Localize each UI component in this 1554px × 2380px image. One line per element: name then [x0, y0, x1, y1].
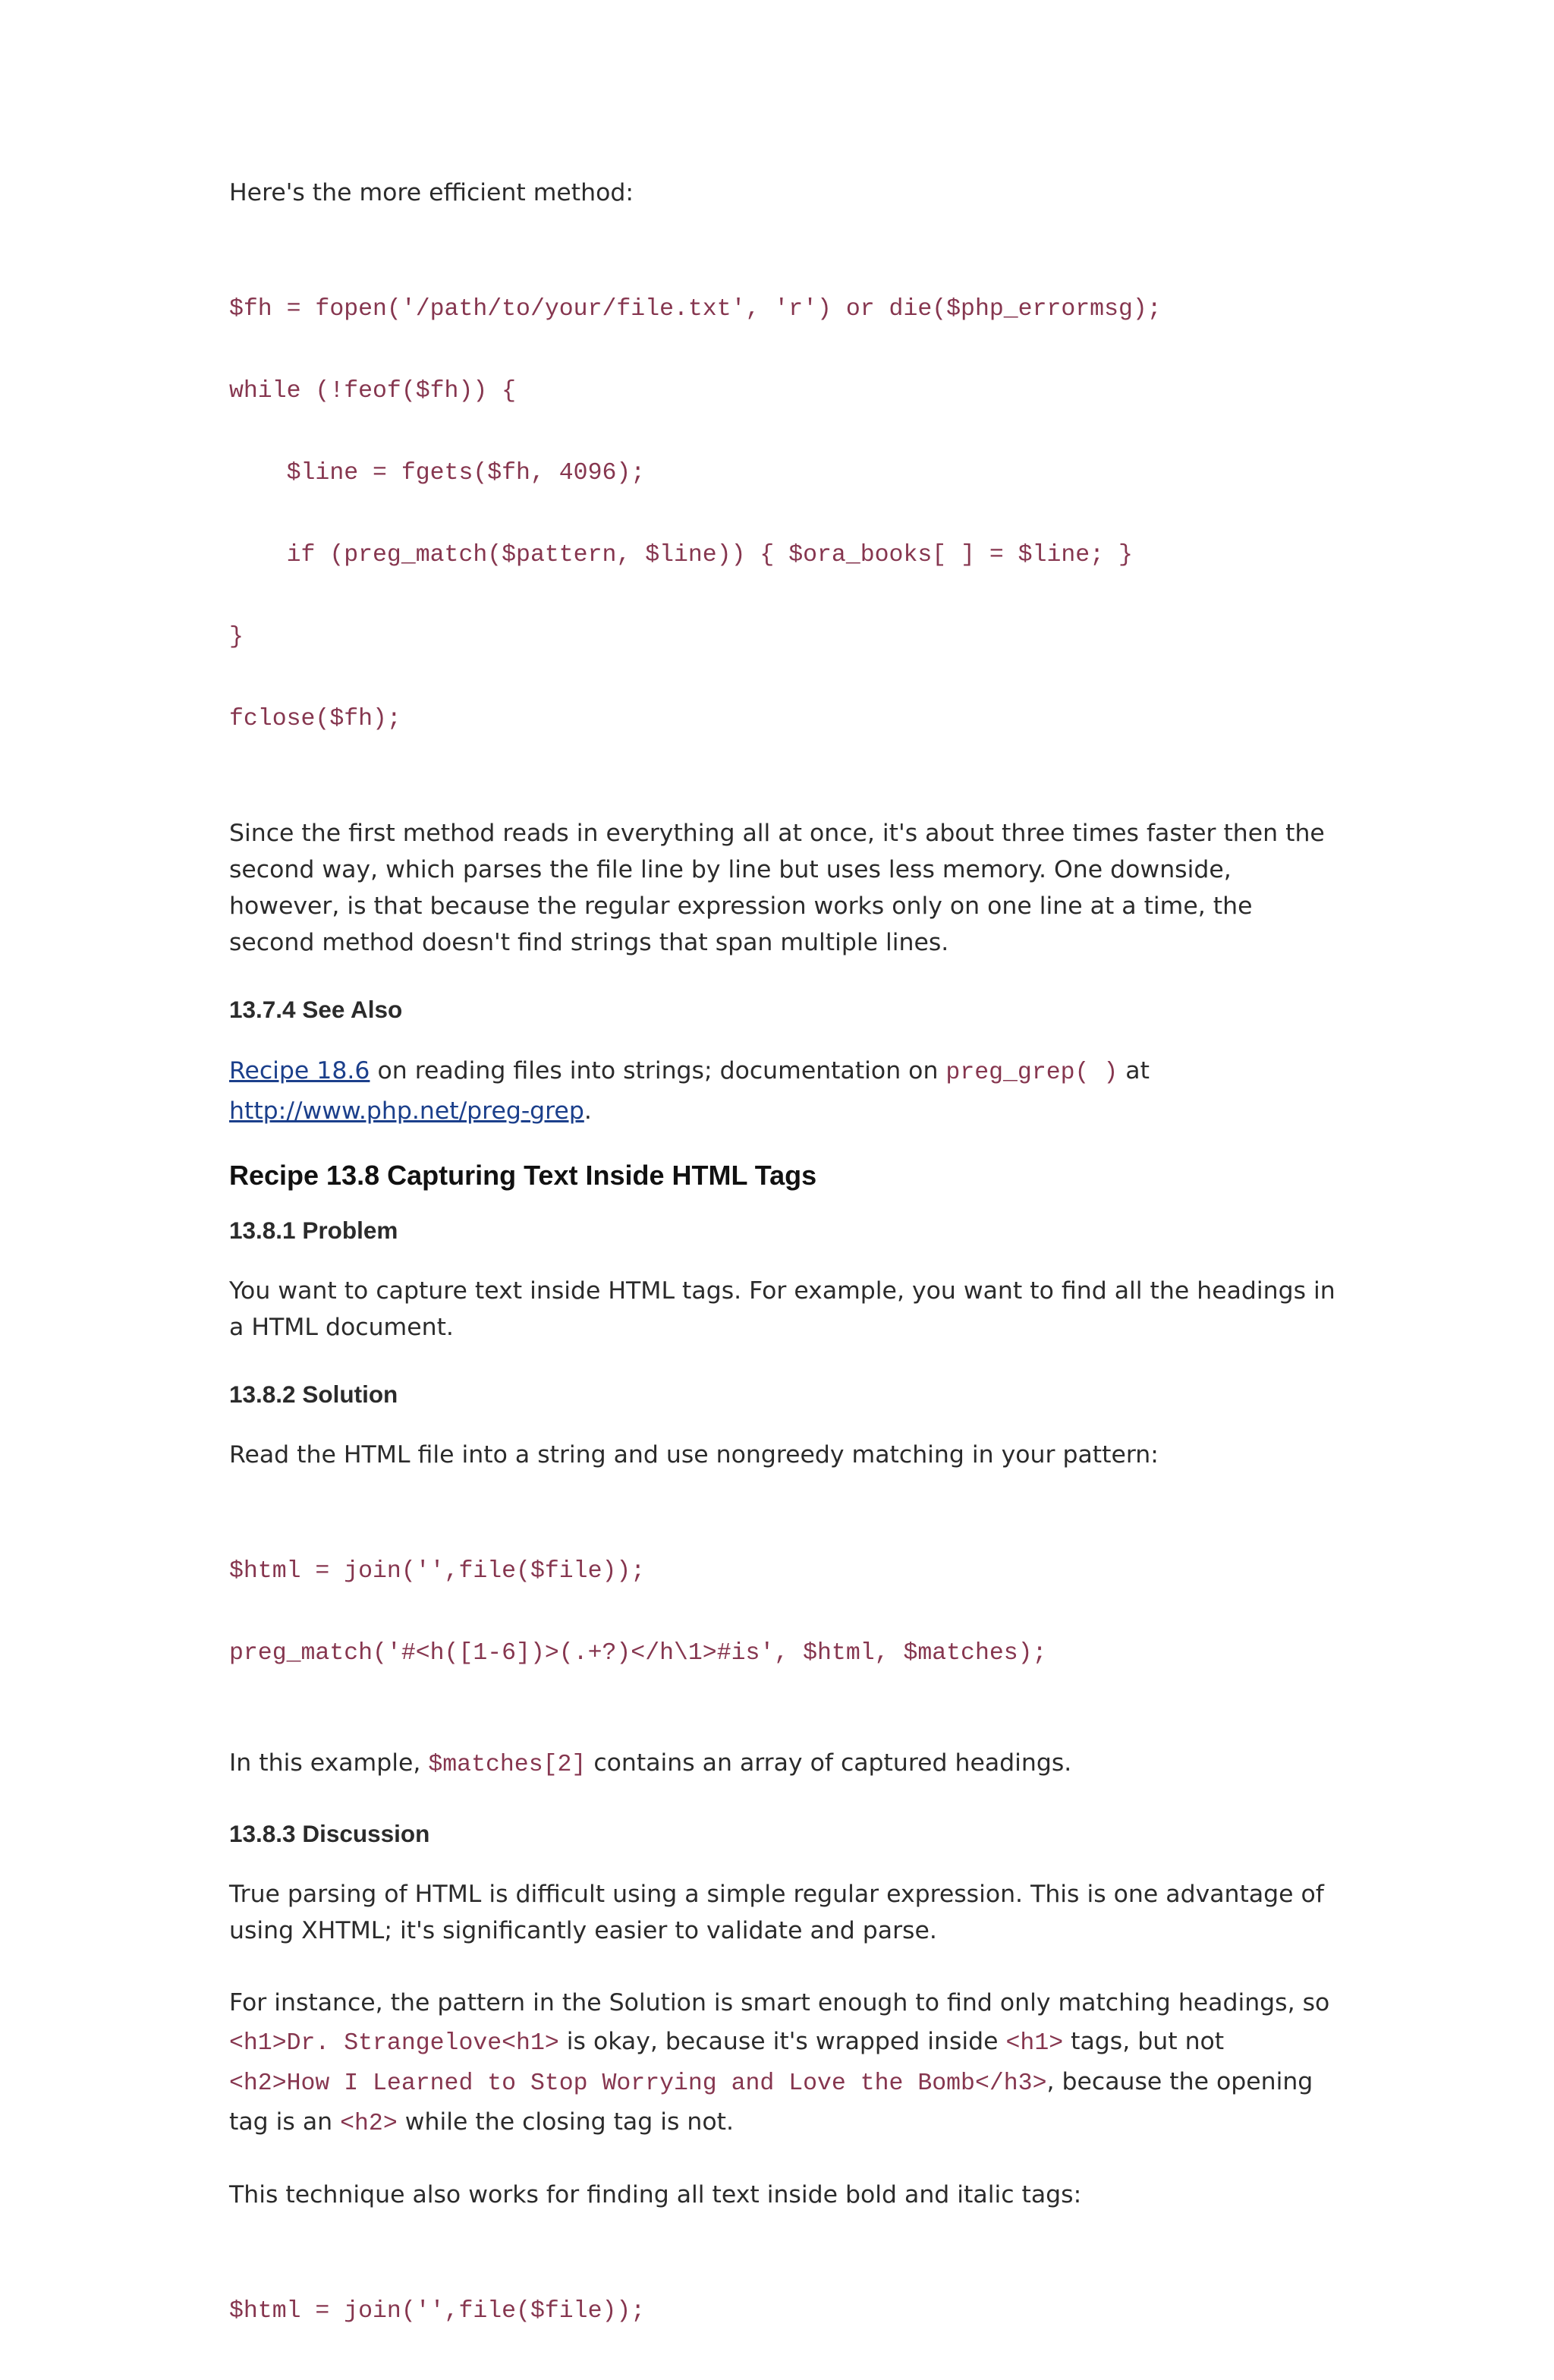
code-line: $fh = fopen('/path/to/your/file.txt', 'r') or die($php_errormsg);: [229, 296, 1162, 323]
example-text-end: contains an array of captured headings.: [586, 1749, 1072, 1777]
instance-text-2: is okay, because it's wrapped inside: [558, 2028, 1006, 2055]
code-block-join: [229, 2243, 1337, 2380]
code-line: fclose($fh);: [229, 706, 401, 732]
php-net-preg-grep-link[interactable]: http://www.php.net/preg-grep: [229, 1097, 584, 1125]
code-line: preg_match('#<h([1-6])>(.+?)</h\1>#is', $html, $matches);: [229, 1640, 1047, 1667]
instance-text-6: while the closing tag is not.: [397, 2108, 735, 2136]
problem-heading: 13.8.1 Problem: [229, 1217, 398, 1244]
instance-paragraph: [229, 1984, 1337, 2143]
instance-text-4: , because the opening: [1046, 2068, 1313, 2095]
code-line: $html = join('',file($file));: [229, 1558, 646, 1585]
h1-code: <h1>: [1005, 2030, 1064, 2057]
code-line: }: [229, 624, 244, 650]
see-also-text: on reading files into strings; documentation on: [370, 1057, 946, 1085]
see-also-text-at: at: [1118, 1057, 1150, 1085]
instance-text-5: tag is an: [229, 2108, 341, 2136]
preg-grep-code: preg_grep( ): [945, 1059, 1118, 1086]
discussion-heading: 13.8.3 Discussion: [229, 1820, 430, 1847]
technique-paragraph: This technique also works for finding all text inside bold and italic tags:: [229, 2181, 1082, 2208]
matches-code: $matches[2]: [428, 1752, 587, 1778]
h1-strangelove-code: <h1>Dr. Strangelove<h1>: [229, 2030, 559, 2057]
example-text: In this example,: [229, 1749, 429, 1777]
solution-paragraph: Read the HTML file into a string and use nongreedy matching in your pattern:: [229, 1441, 1159, 1469]
code-line: if (preg_match($pattern, $line)) { $ora_books[ ] = $line; }: [229, 542, 1133, 568]
true-parsing-paragraph: True parsing of HTML is difficult using a simple regular expression. This is one advantage of using XHTML; it's significantly easier to validate and parse.: [229, 1881, 1324, 1944]
see-also-heading: 13.7.4 See Also: [229, 996, 403, 1023]
solution-heading: 13.8.2 Solution: [229, 1380, 398, 1408]
example-paragraph: [229, 1745, 1337, 1783]
instance-text-1: For instance, the pattern in the Solution is smart enough to find only matching headings, so: [229, 1989, 1330, 2016]
page-content: [229, 175, 1337, 2380]
code-line: $html = join('',file($file));: [229, 2298, 646, 2325]
since-paragraph: Since the first method reads in everything all at once, it's about three times faster then the second way, which parses the file line by line but uses less memory. One downside, however, is that because the regular expression works only on one line at a time, the second method doesn't find strings that span multiple lines.: [229, 820, 1325, 956]
recipe-heading: Recipe 13.8 Capturing Text Inside HTML Tags: [229, 1160, 817, 1191]
see-also-period: .: [584, 1097, 592, 1125]
h2-bomb-code: <h2>How I Learned to Stop Worrying and Love the Bomb</h3>: [229, 2070, 1047, 2097]
code-line: $line = fgets($fh, 4096);: [229, 460, 646, 486]
see-also-paragraph: [229, 1052, 1337, 1130]
code-line: while (!feof($fh)) {: [229, 378, 517, 405]
code-block-preg-match: [229, 1503, 1337, 1722]
code-block-fgets: [229, 241, 1337, 788]
intro-text: Here's the more efficient method:: [229, 179, 634, 206]
instance-text-3: tags, but not: [1063, 2028, 1225, 2055]
problem-paragraph: You want to capture text inside HTML tags. For example, you want to find all the headings in a HTML document.: [229, 1277, 1335, 1341]
h2-code: <h2>: [340, 2111, 398, 2137]
recipe-18-6-link[interactable]: Recipe 18.6: [229, 1057, 370, 1085]
